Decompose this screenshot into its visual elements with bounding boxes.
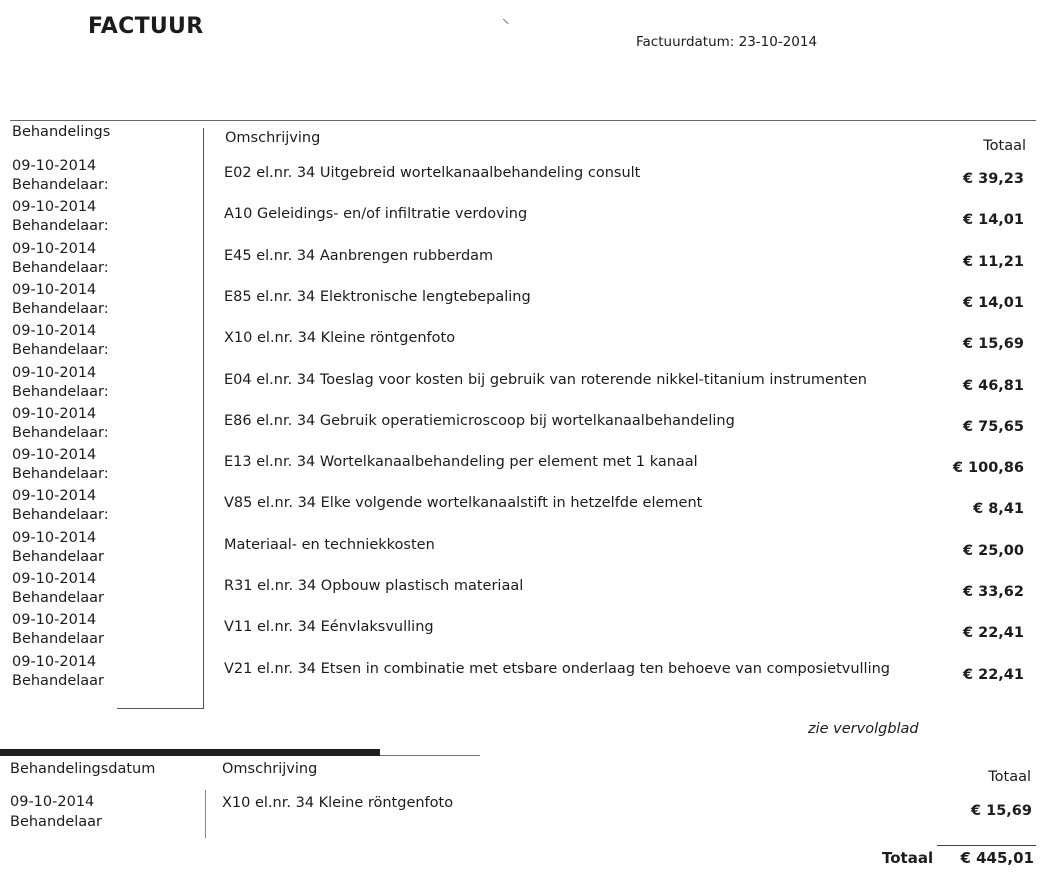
row-description: V11 el.nr. 34 Eénvlaksvulling [224, 619, 434, 636]
table1-header-date: Behandelings [12, 124, 111, 140]
row-description: A10 Geleidings- en/of infiltratie verdoving [224, 206, 528, 223]
row-amount: € 33,62 [962, 584, 1024, 600]
row-date: 09-10-2014 [12, 488, 97, 505]
table2-col-divider [205, 790, 206, 838]
row-description: E85 el.nr. 34 Elektronische lengtebepaling [224, 288, 531, 305]
row-description: E45 el.nr. 34 Aanbrengen rubberdam [224, 247, 494, 264]
row-behandelaar: Behandelaar [12, 590, 105, 606]
row-behandelaar: Behandelaar: [12, 383, 109, 400]
invoice-title: FACTUUR [88, 14, 204, 39]
row-behandelaar: Behandelaar: [12, 218, 109, 235]
row-amount: € 25,00 [962, 542, 1024, 559]
row-date: 09-10-2014 [12, 447, 97, 464]
row-amount: € 14,01 [962, 294, 1024, 311]
row-date: 09-10-2014 [12, 240, 97, 257]
row-date: 09-10-2014 [12, 571, 97, 587]
row-amount: € 15,69 [962, 336, 1024, 353]
row-description: E86 el.nr. 34 Gebruik operatiemicroscoop bij wortelkanaalbehandeling [224, 412, 735, 429]
row-amount: € 39,23 [962, 171, 1024, 187]
row-amount: € 8,41 [973, 501, 1024, 518]
table2-row-amount: € 15,69 [970, 803, 1032, 819]
row-date: 09-10-2014 [12, 653, 97, 670]
row-amount: € 11,21 [962, 253, 1024, 270]
row-date: 09-10-2014 [12, 158, 97, 174]
grand-total-value: € 445,01 [960, 849, 1034, 867]
row-description: R31 el.nr. 34 Opbouw plastisch materiaal [224, 578, 524, 594]
table2-row-desc: X10 el.nr. 34 Kleine röntgenfoto [222, 795, 454, 811]
table1-top-rule [10, 120, 1036, 121]
scan-speck: ⸜ [502, 9, 510, 27]
grand-total-label: Totaal [882, 849, 934, 867]
table1-bottom-rule [117, 708, 204, 709]
row-description: X10 el.nr. 34 Kleine röntgenfoto [224, 330, 456, 347]
table2-top-rule-thin [380, 755, 480, 756]
row-date: 09-10-2014 [12, 199, 97, 216]
row-description: V85 el.nr. 34 Elke volgende wortelkanaalstift in hetzelfde element [224, 495, 703, 512]
row-date: 09-10-2014 [12, 405, 97, 422]
row-date: 09-10-2014 [12, 529, 97, 546]
row-amount: € 14,01 [962, 212, 1024, 229]
table1-col-divider [203, 128, 204, 708]
table2-top-rule-thick [0, 749, 380, 756]
row-amount: € 75,65 [962, 418, 1024, 435]
row-behandelaar: Behandelaar [12, 672, 105, 689]
table2-header-date: Behandelingsdatum [10, 761, 156, 777]
row-description: V21 el.nr. 34 Etsen in combinatie met etsbare onderlaag ten behoeve van composietvulling [224, 660, 891, 677]
row-behandelaar: Behandelaar: [12, 466, 109, 483]
row-amount: € 22,41 [962, 625, 1024, 642]
row-amount: € 46,81 [962, 377, 1024, 394]
row-description: E13 el.nr. 34 Wortelkanaalbehandeling per element met 1 kanaal [224, 454, 698, 471]
row-description: Materiaal- en techniekkosten [224, 536, 435, 553]
table2-row-date: 09-10-2014 [10, 794, 95, 810]
row-behandelaar: Behandelaar: [12, 259, 109, 276]
row-date: 09-10-2014 [12, 612, 97, 629]
continued-note: zie vervolgblad [808, 721, 919, 737]
row-behandelaar: Behandelaar: [12, 507, 109, 524]
row-date: 09-10-2014 [12, 323, 97, 340]
row-behandelaar: Behandelaar: [12, 300, 109, 317]
row-behandelaar: Behandelaar: [12, 342, 109, 359]
invoice-date: Factuurdatum: 23-10-2014 [636, 34, 818, 50]
table1-header-total: Totaal [983, 138, 1026, 154]
table2-header-desc: Omschrijving [222, 761, 318, 777]
row-behandelaar: Behandelaar: [12, 177, 109, 193]
row-behandelaar: Behandelaar [12, 548, 105, 565]
row-behandelaar: Behandelaar [12, 631, 105, 648]
table2-header-total: Totaal [988, 769, 1031, 785]
row-behandelaar: Behandelaar: [12, 424, 109, 441]
row-date: 09-10-2014 [12, 281, 97, 298]
table2-row-behandelaar: Behandelaar [10, 814, 103, 830]
table1-header-desc: Omschrijving [225, 130, 321, 146]
row-amount: € 100,86 [952, 460, 1024, 477]
row-description: E02 el.nr. 34 Uitgebreid wortelkanaalbehandeling consult [224, 165, 641, 181]
row-description: E04 el.nr. 34 Toeslag voor kosten bij gebruik van roterende nikkel-titanium instrumenten [224, 371, 867, 388]
row-date: 09-10-2014 [12, 364, 97, 381]
row-amount: € 22,41 [962, 666, 1024, 683]
total-rule [937, 845, 1036, 846]
